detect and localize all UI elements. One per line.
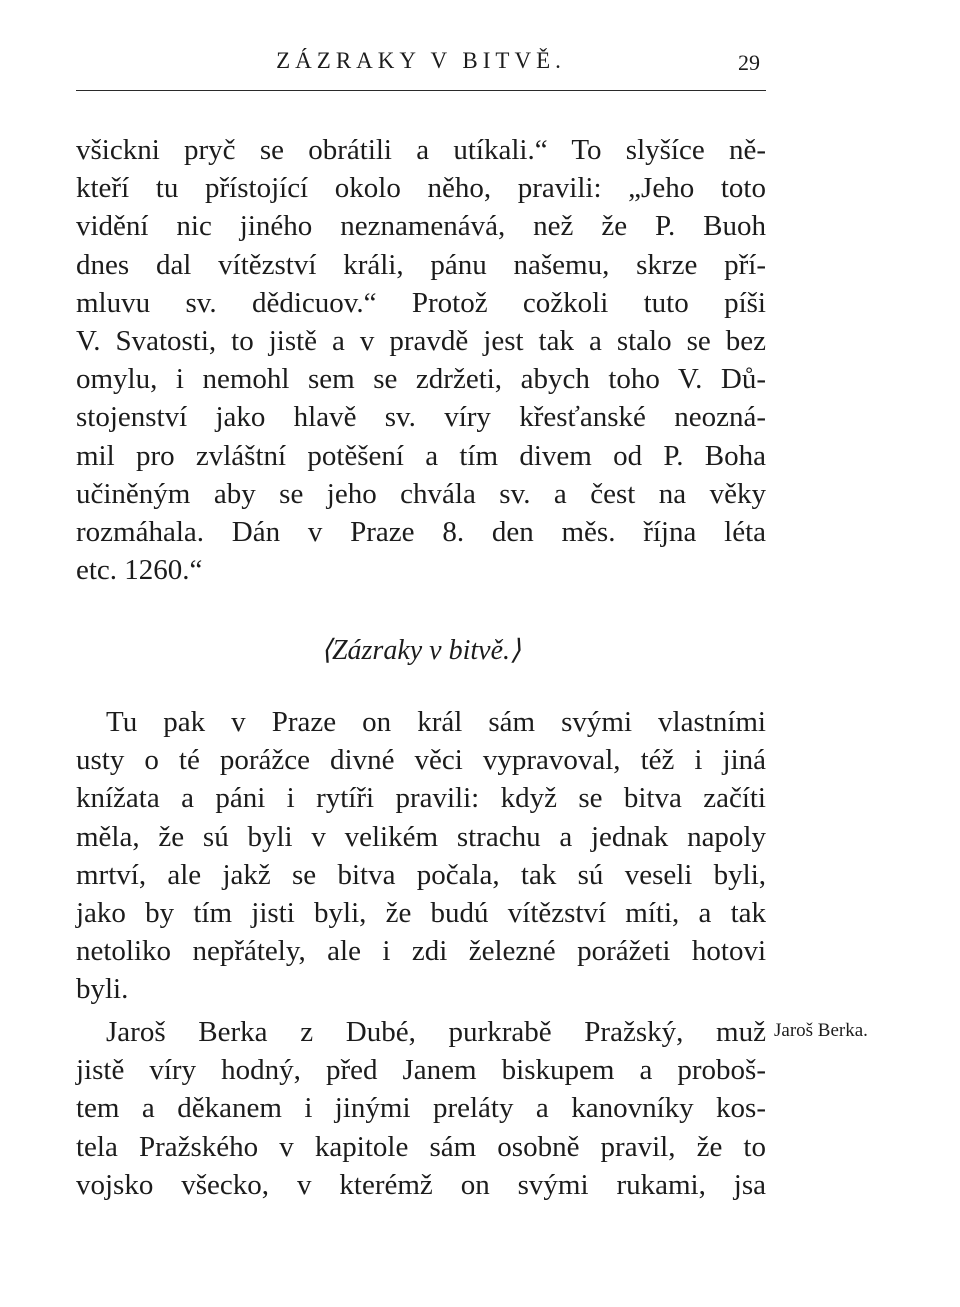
section-heading: ⟨Zázraky v bitvě.⟩ bbox=[321, 635, 521, 666]
text-line: rozmáhala. Dán v Praze 8. den měs. října léta bbox=[76, 515, 766, 548]
text-line: omylu, i nemohl sem se zdržeti, abych toho V. Dů- bbox=[76, 363, 766, 396]
paragraph-letter-end bbox=[76, 131, 766, 589]
running-header bbox=[76, 42, 766, 82]
text-line: vojsko všecko, v kterémž on svými rukami, jsa bbox=[76, 1168, 766, 1201]
text-line: V. Svatosti, to jistě a v pravdě jest tak a stalo se bez bbox=[76, 324, 766, 357]
text-line: byli. bbox=[76, 973, 129, 1006]
text-line: Jaroš Berka z Dubé, purkrabě Pražský, muž bbox=[106, 1016, 766, 1048]
margin-note: Jaroš Berka. bbox=[774, 1020, 868, 1041]
text-line: stojenství jako hlavě sv. víry křesťanské neozná- bbox=[76, 401, 766, 434]
text-line: etc. 1260.“ bbox=[76, 554, 203, 587]
paragraph-battle-miracles bbox=[76, 703, 766, 1009]
page-number: 29 bbox=[738, 50, 760, 75]
paragraph-jaros-berka bbox=[76, 1013, 766, 1204]
text-line: usty o té porážce divné věci vypravoval, též i jiná bbox=[76, 744, 766, 777]
header-rule bbox=[76, 90, 766, 91]
text-line: všickni pryč se obrátili a utíkali.“ To slyšíce ně- bbox=[76, 134, 766, 166]
text-line: měla, že sú byli v velikém strachu a jednak napoly bbox=[76, 820, 766, 853]
text-line: vidění nic jiného neznamenává, než že P. Buoh bbox=[76, 210, 766, 243]
text-line: dnes dal vítězství králi, pánu našemu, skrze pří- bbox=[76, 248, 766, 281]
text-line: učiněným aby se jeho chvála sv. a čest na věky bbox=[76, 477, 766, 510]
text-line: kteří tu přístojící okolo něho, pravili: „Jeho toto bbox=[76, 172, 766, 205]
text-line: Tu pak v Praze on král sám svými vlastními bbox=[106, 706, 766, 738]
text-line: mluvu sv. dědicuov.“ Protož cožkoli tuto píši bbox=[76, 286, 766, 319]
text-line: jistě víry hodný, před Janem biskupem a proboš- bbox=[76, 1054, 766, 1087]
running-title: ZÁZRAKY V BITVĚ. bbox=[276, 48, 566, 73]
text-line: jako by tím jisti byli, že budú vítězství míti, a tak bbox=[76, 896, 766, 929]
text-line: netoliko nepřátely, ale i zdi železné porážeti hotovi bbox=[76, 935, 766, 968]
text-line: knížata a páni i rytíři pravili: když se bitva začíti bbox=[76, 782, 766, 815]
text-line: tem a děkanem i jinými preláty a kanovníky kos- bbox=[76, 1092, 766, 1125]
text-line: tela Pražského v kapitole sám osobně pravil, že to bbox=[76, 1130, 766, 1163]
text-line: mrtví, ale jakž se bitva počala, tak sú veseli byli, bbox=[76, 858, 766, 891]
text-line: mil pro zvláštní potěšení a tím divem od P. Boha bbox=[76, 439, 766, 472]
